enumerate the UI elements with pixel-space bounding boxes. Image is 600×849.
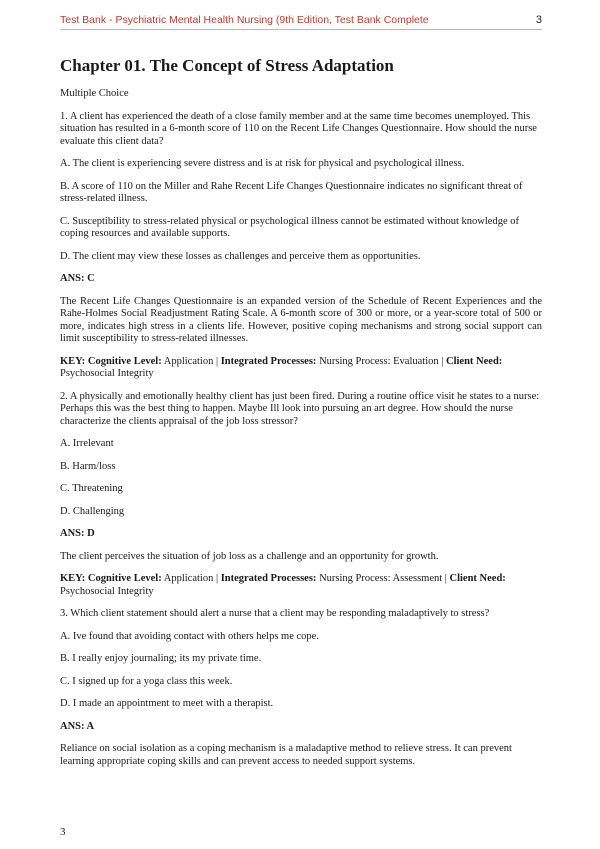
question-1-option-a: A. The client is experiencing severe distress and is at risk for physical and psychological illness. xyxy=(60,158,465,169)
question-3-rationale: Reliance on social isolation as a coping mechanism is a maladaptive method to relieve stress. It can prevent learning appropriate coping skills and can prevent access to needed support systems. xyxy=(60,743,512,767)
page-content xyxy=(60,56,542,778)
section-label: Multiple Choice xyxy=(60,88,129,99)
question-1-key: KEY: Cognitive Level: Application | Integrated Processes: Nursing Process: Evaluation | Client Need: Psychosocial Integrity xyxy=(60,355,503,379)
question-2-stem: 2. A physically and emotionally healthy client has just been fired. During a routine office visit he states to a nurse: Perhaps this was the best thing to happen. Maybe Ill look into pursuing an art degree. How should the nurse characterize the clients appraisal of the job loss stressor? xyxy=(60,390,540,427)
question-2-option-d: D. Challenging xyxy=(60,505,125,517)
question-1-option-b: B. A score of 110 on the Miller and Rahe Recent Life Changes Questionnaire indicates no significant threat of stress-related illness. xyxy=(60,180,523,204)
question-3-option-a: A. Ive found that avoiding contact with others helps me cope. xyxy=(60,630,319,642)
question-1-answer: ANS: C xyxy=(60,273,95,284)
running-header xyxy=(60,14,542,30)
question-1-rationale: The Recent Life Changes Questionnaire is an expanded version of the Schedule of Recent Experiences and the Rahe-Holmes Social Readjustment Rating Scale. A 6-month score of 300 or more, or a year-score total of 500 or more, indicates high stress in a clients life. However, positive coping mechanisms and strong social support can limit susceptibility to stress-related illnesses. xyxy=(60,295,542,344)
question-2-option-b: B. Harm/loss xyxy=(60,460,116,472)
question-2-option-a: A. Irrelevant xyxy=(60,438,114,449)
footer-page-number: 3 xyxy=(60,826,66,838)
question-1-option-d: D. The client may view these losses as challenges and perceive them as opportunities. xyxy=(60,250,421,262)
chapter-title: Chapter 01. The Concept of Stress Adaptation xyxy=(60,56,394,75)
question-1-stem: 1. A client has experienced the death of a close family member and at the same time becomes unemployed. This situation has resulted in a 6-month score of 110 on the Recent Life Changes Questionnaire. How should the nurse evaluate this client data? xyxy=(60,110,537,147)
question-3-stem: 3. Which client statement should alert a nurse that a client may be responding maladaptively to stress? xyxy=(60,608,490,619)
question-2-option-c: C. Threatening xyxy=(60,483,123,494)
question-3-option-d: D. I made an appointment to meet with a therapist. xyxy=(60,698,274,709)
header-page-number: 3 xyxy=(535,14,542,26)
question-2-answer: ANS: D xyxy=(60,528,95,539)
question-3-answer: ANS: A xyxy=(60,720,95,732)
question-3-option-c: C. I signed up for a yoga class this week. xyxy=(60,675,233,687)
question-2-rationale: The client perceives the situation of job loss as a challenge and an opportunity for growth. xyxy=(60,550,439,562)
question-3-option-b: B. I really enjoy journaling; its my private time. xyxy=(60,653,262,664)
running-header-title: Test Bank - Psychiatric Mental Health Nursing (9th Edition, Test Bank Complete xyxy=(60,14,429,26)
question-2-key: KEY: Cognitive Level: Application | Integrated Processes: Nursing Process: Assessment | Client Need: Psychosocial Integrity xyxy=(60,573,506,597)
question-1-option-c: C. Susceptibility to stress-related physical or psychological illness cannot be estimated without knowledge of coping resources and available supports. xyxy=(60,215,519,239)
